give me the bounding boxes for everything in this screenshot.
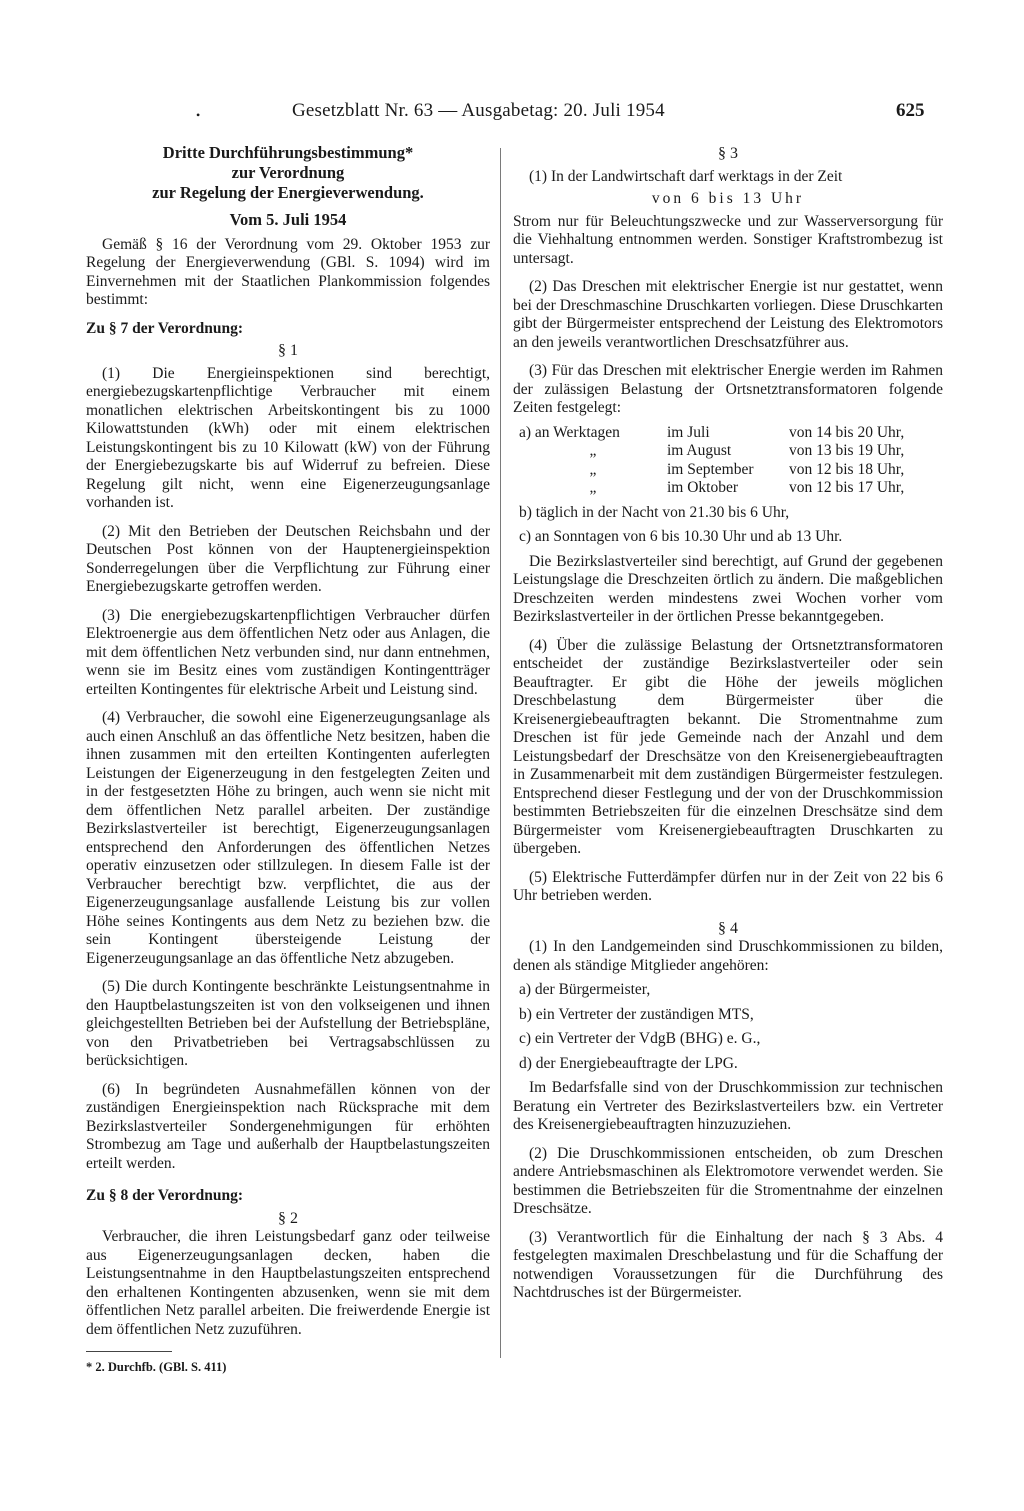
par2-text: Verbraucher, die ihren Leistungsbedarf ganz oder teilweise aus Eigenerzeugungsanlagen decken, haben die Leistungsentnahme in den Hauptbelastungszeiten entsprechend den erhaltenen Kontingenten abzusenken, wenn sie mit dem öffentlichen Netz parallel arbeiten. Die freiwerdende Energie ist dem öffentlichen Netz zuzuführen. <box>86 1228 490 1338</box>
par3-clause-4: (4) Über die zulässige Belastung der Ortsnetztransformatoren entscheidet der zuständige Bezirkslastverteiler oder sein Beauftragter. Er gibt die Höhe der jeweils möglichen Dreschbelastung dem Bürgermeister über die Kreisenergiebeauftragten bekannt. Die Stromentnahme zum Dreschen ist für jede Gemeinde nach der Anzahl und dem Leistungsbedarf der Dreschsätze von den Kreisenergiebeauftragten in Zusammenarbeit mit dem zuständigen Bürgermeister festzulegen. Entsprechend dieser Festlegung und der von der Druschkommission bestimmten Betriebszeiten für die einzelnen Dreschsätze sind dem Bürgermeister vom Kreisenergiebeauftragten Druschkarten zu übergeben. <box>513 636 943 857</box>
times-hours: von 14 bis 20 Uhr, <box>789 423 905 441</box>
par3-clause-5: (5) Elektrische Futterdämpfer dürfen nur in der Zeit von 22 bis 6 Uhr betrieben werden. <box>513 868 943 904</box>
times-row <box>513 479 904 498</box>
page-header <box>0 100 1024 130</box>
member-item: a) der Bürgermeister, <box>519 981 651 998</box>
par1-clause-5: (5) Die durch Kontingente beschränkte Leistungsentnahme in den Hauptbelastungszeiten ist von den volkseigenen und ihnen gleichgestellten Betrieben bei der Aufstellung der Betriebspläne, von den Privatbetrieben bei Vertragsabschlüssen zu berücksichtigen. <box>86 978 490 1069</box>
doc-title-line-1: Dritte Durchführungsbestimmung* <box>162 143 414 162</box>
ditto-mark: „ <box>589 460 597 478</box>
member-item: c) ein Vertreter der VdgB (BHG) e. G., <box>519 1030 761 1047</box>
page-number: 625 <box>896 100 925 121</box>
member-item: d) der Energiebeauftragte der LPG. <box>519 1054 738 1072</box>
par3-clause-2: (2) Das Dreschen mit elektrischer Energie ist nur gestattet, wenn bei der Dreschmaschine Druschkarten vorliegen. Diese Druschkarten gibt der Bürgermeister entsprechend der Leistung des Elektromotors an den jeweils verantwortlichen Dreschsatzführer aus. <box>513 278 943 351</box>
doc-title-line-2: zur Verordnung <box>231 163 345 182</box>
times-row <box>513 442 904 461</box>
times-hours: von 12 bis 18 Uhr, <box>789 460 905 478</box>
right-column <box>513 143 943 1303</box>
doc-title-line-3: zur Regelung der Energieverwendung. <box>152 183 424 202</box>
par4-clause-2: (2) Die Druschkommissionen entscheiden, ob zum Dreschen andere Antriebsmaschinen als Elektromotore verwendet werden. Sie bestimmen die Betriebszeiten für die Stromentnahme der einzelnen Dreschsätze. <box>513 1144 943 1217</box>
section-heading-par7: Zu § 7 der Verordnung: <box>86 319 244 337</box>
times-month: im September <box>667 460 754 478</box>
par3-clause-1a: (1) In der Landwirtschaft darf werktags in der Zeit <box>529 167 843 185</box>
par1-clause-1: (1) Die Energieinspektionen sind berechtigt, energiebezugskartenpflichtige Verbraucher mit einem monatlichen elektrischen Arbeitskontingent bis zu 1000 Kilowattstunden (kWh) oder mit einem elektrischen Leistungskontingent bis zu 10 Kilowatt (kW) von der Führung der Energiebezugskarte bis auf Widerruf zu befreien. Diese Regelung gilt nicht, wenn eine Eigenerzeugungsanlage vorhanden ist. <box>86 364 490 511</box>
member-item: b) ein Vertreter der zuständigen MTS, <box>519 1005 754 1023</box>
times-row <box>513 461 904 480</box>
ditto-mark: „ <box>589 479 597 496</box>
par4-clause-1: (1) In den Landgemeinden sind Druschkommissionen zu bilden, denen als ständige Mitglieder angehören: <box>513 938 943 974</box>
ditto-mark: „ <box>589 442 597 459</box>
par4-clause-3: (3) Verantwortlich für die Einhaltung der nach § 3 Abs. 4 festgelegten maximalen Dreschbelastung und für die Schaffung der notwendigen Voraussetzungen für die Durchführung des Nachtdrusches ist der Bürgermeister. <box>513 1228 943 1301</box>
times-month: im Oktober <box>667 479 739 496</box>
intro-paragraph: Gemäß § 16 der Verordnung vom 29. Oktober 1953 zur Regelung der Energieverwendung (GBl. S. 1094) wird im Einvernehmen mit der Staatlichen Plankommission folgendes bestimmt: <box>86 235 490 308</box>
footnote-rule <box>86 1351 172 1352</box>
threshing-times-table <box>513 424 904 498</box>
left-column <box>86 143 490 1377</box>
par3-clause-1b: Strom nur für Beleuchtungszwecke und zur Wasserversorgung für die Viehhaltung entnommen werden. Sonstiger Kraftstrombezug ist untersagt. <box>513 212 943 267</box>
par3-clause-1-time: von 6 bis 13 Uhr <box>651 190 805 207</box>
par1-clause-2: (2) Mit den Betrieben der Deutschen Reichsbahn und der Deutschen Post können von der Hauptenergieinspektion Sonderregelungen über die Verpflichtung zur Führung einer Energiebezugskarte getroffen werden. <box>86 522 490 595</box>
times-item-b: b) täglich in der Nacht von 21.30 bis 6 Uhr, <box>519 503 790 521</box>
par1-clause-3: (3) Die energiebezugskartenpflichtigen Verbraucher dürfen Elektroenergie aus dem öffentlichen Netz oder aus Anlagen, die mit dem öffentlichen Netz verbunden sind, nur dann entnehmen, wenn sie im Besitz eines vom zuständigen Kontingentträger erteilten Kontingentes für elektrische Arbeit und Leistung sind. <box>86 606 490 698</box>
footnote: * 2. Durchfb. (GBl. S. 411) <box>86 1360 227 1374</box>
par1-clause-4: (4) Verbraucher, die sowohl eine Eigenerzeugungsanlage als auch einen Anschluß an das öffentliche Netz besitzen, haben die ihnen zusammen mit den erteilten Kontingenten auferlegten Leistungen der Eigenerzeugung in den festgelegten Zeiten und in der festgesetzten Höhe zu bringen, auch wenn sie nicht mit dem öffentlichen Netz parallel arbeiten. Der zuständige Bezirkslastverteiler ist berechtigt, Eigenerzeugungsanlagen entsprechend den Anforderungen des öffentlichen Netzes operativ einzusetzen oder stillzulegen. In diesem Falle ist der Verbraucher berechtigt bzw. verpflichtet, die aus der Eigenerzeugungsanlage ausfallende Leistung bis zur vollen Höhe seines Kontingents aus dem Netz zu beziehen bzw. die sein Kontingent übersteigende Leistung der Eigenerzeugungsanlage an das öffentliche Netz abzugeben. <box>86 709 490 967</box>
times-month: im August <box>667 442 732 459</box>
header-bullet: • <box>196 108 201 122</box>
times-row <box>513 424 904 443</box>
times-month: im Juli <box>667 423 710 441</box>
paragraph-sign-1: § 1 <box>278 342 298 359</box>
times-label: a) an Werktagen <box>519 423 620 441</box>
section-heading-par8: Zu § 8 der Verordnung: <box>86 1187 244 1204</box>
gazette-title: Gesetzblatt Nr. 63 — Ausgabetag: 20. Juli 1954 <box>292 100 665 121</box>
paragraph-sign-3: § 3 <box>718 145 738 162</box>
par3-clause-3: (3) Für das Dreschen mit elektrischer Energie werden im Rahmen der zulässigen Belastung der Ortsnetztransformatoren folgende Zeiten festgelegt: <box>513 362 943 416</box>
paragraph-sign-4: § 4 <box>718 919 738 937</box>
doc-date: Vom 5. Juli 1954 <box>229 210 347 229</box>
par4-clause-1b: Im Bedarfsfalle sind von der Druschkommission zur technischen Beratung ein Vertreter des Bezirkslastverteilers bzw. ein Vertreter des Kreisenergiebeauftragten hinzuzuziehen. <box>513 1079 943 1133</box>
times-hours: von 13 bis 19 Uhr, <box>789 442 905 459</box>
times-hours: von 12 bis 17 Uhr, <box>789 479 905 496</box>
par1-clause-6: (6) In begründeten Ausnahmefällen können von der zuständigen Energieinspektion nach Rücksprache mit dem Bezirkslastverteiler Sondergenehmigungen für erhöhten Strombezug am Tage und außerhalb der Hauptbelastungszeiten erteilt werden. <box>86 1080 490 1172</box>
par3-clause-3b: Die Bezirkslastverteiler sind berechtigt, auf Grund der gegebenen Leistungslage die Dreschzeiten örtlich zu ändern. Die maßgeblichen Dreschzeiten werden mindestens zwei Wochen vorher vom Bezirkslastverteiler in der örtlichen Presse bekanntgegeben. <box>513 552 943 625</box>
column-divider <box>500 148 501 1358</box>
times-item-c: c) an Sonntagen von 6 bis 10.30 Uhr und ab 13 Uhr. <box>519 528 843 545</box>
paragraph-sign-2: § 2 <box>278 1209 298 1227</box>
